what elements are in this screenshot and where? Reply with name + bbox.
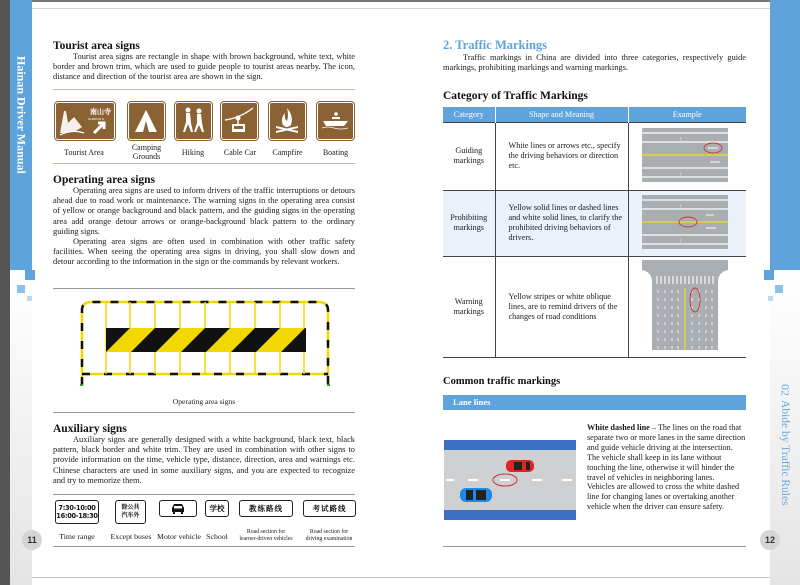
category-cell: Guiding markings [443,122,495,190]
table-row [443,122,746,190]
page-number-left: 11 [22,530,42,550]
lane-lines-bar: Lane lines [443,395,746,410]
warning-marking-diagram [642,260,728,350]
chapter-title [772,384,798,514]
divider [53,412,355,413]
divider [53,494,355,495]
decor-square [764,270,774,280]
category-cell: Warning markings [443,256,495,357]
guiding-marking-diagram [642,128,728,182]
chapter-name: Abide by Traffic Rules [779,400,791,506]
decor-square [27,296,32,301]
meaning-cell: White lines or arrows etc., specify the driving behaviors or direction etc. [495,122,628,190]
decor-square [768,296,773,301]
section-title: 2. Traffic Markings [443,38,548,52]
window-top-border [0,0,800,2]
paragraph: The vehicle shall keep in its lane without touching the line, otherwise it will hinder the travel of vehicles in neighboring lanes. [587,452,735,482]
decor-square [25,270,35,280]
column-header: Example [628,107,746,122]
auxiliary-signs-row [53,497,355,547]
tourist-section [53,40,355,83]
paragraph: Traffic markings in China are divided into three categories, respectively guide markings, prohibiting markings and warning markings. [443,53,746,73]
table-header-row [443,107,746,122]
table-row [443,256,746,357]
time-range-sign: 7:30-10:00 16:00-18:30 [55,500,99,524]
campfire-icon [269,102,306,140]
lane-line-description: White dashed line – The lines on the road that separate two or more lanes in the same direction and guide vehicle driving at the intersection. The vehicle shall keep in its lane without touching the line, otherwise it will hinder the travel of vehicles in neighboring lanes. Vehicles are allowed to cross the white dashed line for changing lanes or overtaking another vehicle when the driver can ensure safety. [587,423,749,512]
page-number-right: 12 [760,530,780,550]
book-title: Hainan Driver Manual [14,56,29,174]
divider [53,546,355,547]
lane-diagram [444,440,576,520]
sign-label: Road section for driving examination [305,529,353,542]
meaning-cell: Yellow stripes or white oblique lines, are to remind drivers of the changes of road conditions [495,256,628,357]
markings-table [443,107,746,358]
svg-text:⟩: ⟩ [679,170,682,176]
tent-icon [128,102,165,140]
example-cell [628,190,746,256]
figure-caption: Operating area signs [172,397,236,406]
svg-text:⟨: ⟨ [679,202,682,208]
sign-label: Boating [322,148,349,157]
section-heading: Tourist area signs [53,40,140,52]
category-heading: Category of Traffic Markings [443,90,588,102]
divider [443,546,746,547]
decor-square [775,285,783,293]
car-icon [159,500,197,517]
paragraph: Tourist area signs are rectangle in shape with brown background, white text, white border and brown trim, which are used to guide people to tourist areas nearby. The icon, distance and direction of the tourist area are shown in the sign. [53,52,355,82]
auxiliary-section [53,423,355,486]
sign-label: Except buses [110,532,152,541]
svg-text:⟩: ⟩ [679,237,682,243]
boat-icon [317,102,354,140]
common-heading: Common traffic markings [443,376,561,387]
divider [53,89,355,90]
svg-text:NANSHAN SI: NANSHAN SI [88,118,105,121]
decor-square [17,285,25,293]
tourist-area-icon [55,102,115,140]
sign-label: School [206,532,228,541]
divider [53,163,355,164]
hikers-icon [175,102,212,140]
column-header: Category [443,107,495,122]
sign-label: Road section for learner-driven vehicles [239,529,293,542]
paragraph: Vehicles are allowed to cross the white dashed line for changing lanes or overtaking another vehicle when the driver can ensure safety. [587,482,740,512]
svg-text:南山寺: 南山寺 [90,108,111,116]
except-buses-sign: 除公共 汽车外 [115,500,146,524]
term: White dashed line [587,423,650,432]
paragraph: Operating area signs are often used in combination with other traffic safety facilities. When seeing the operating area signs in driving, you shall slow down and detour according to the information in the sign or the commands by relevant workers. [53,237,355,267]
example-cell [628,122,746,190]
chapter-number: 02 [778,384,793,396]
meaning-cell: Yellow solid lines or dashed lines and white solid lines, to clarify the prohibited driving behaviors of drivers. [495,190,628,256]
section-heading: Operating area signs [53,174,156,186]
school-sign: 学校 [205,500,229,517]
sign-label: Time range [59,532,95,541]
column-header: Shape and Meaning [495,107,628,122]
left-page-frame [10,8,400,578]
learner-route-sign: 教练路线 [239,500,293,517]
viewer-left-edge [0,0,10,585]
prohibiting-marking-diagram [642,195,728,249]
sign-label: Campfire [272,148,303,157]
barrier-fence-illustration [80,300,330,390]
section-heading: Auxiliary signs [53,423,127,435]
example-cell [628,256,746,357]
right-spine-band [770,0,800,270]
sign-label: Cable Car [223,148,257,157]
tourist-signs-row [53,102,355,161]
category-cell: Prohibiting markings [443,190,495,256]
sign-label: Hiking [181,148,205,157]
table-row [443,190,746,256]
svg-text:⟨: ⟨ [679,135,682,141]
paragraph: Auxiliary signs are generally designed with a white background, black text, black pattern, black border and white trim. They are used in combination with other signs to provide information on the time, vehicle type, distance, direction, area and warnings etc. Chinese characters are used in some auxiliary signs, and you are expected to recognize and try to memorize them. [53,435,355,485]
blue-car-icon [460,488,492,502]
sign-label: Tourist Area [64,148,104,157]
red-car-icon [506,460,534,472]
exam-route-sign: 考试路线 [303,500,356,517]
paragraph: Operating area signs are used to inform drivers of the traffic interruptions or detours ahead due to road work or maintenance. The warning signs in the operating area consist of yellow or orange background and black pattern, and the guiding signs in the operating area add orange detour arrows or orange-background black pattern to the ordinary guiding signs. [53,186,355,236]
divider [53,288,355,289]
traffic-markings-intro [443,38,746,73]
operating-section [53,174,355,268]
sign-label: Motor vehicle [157,532,201,541]
sign-label: Camping Grounds [131,143,162,161]
cable-car-icon [221,102,258,140]
